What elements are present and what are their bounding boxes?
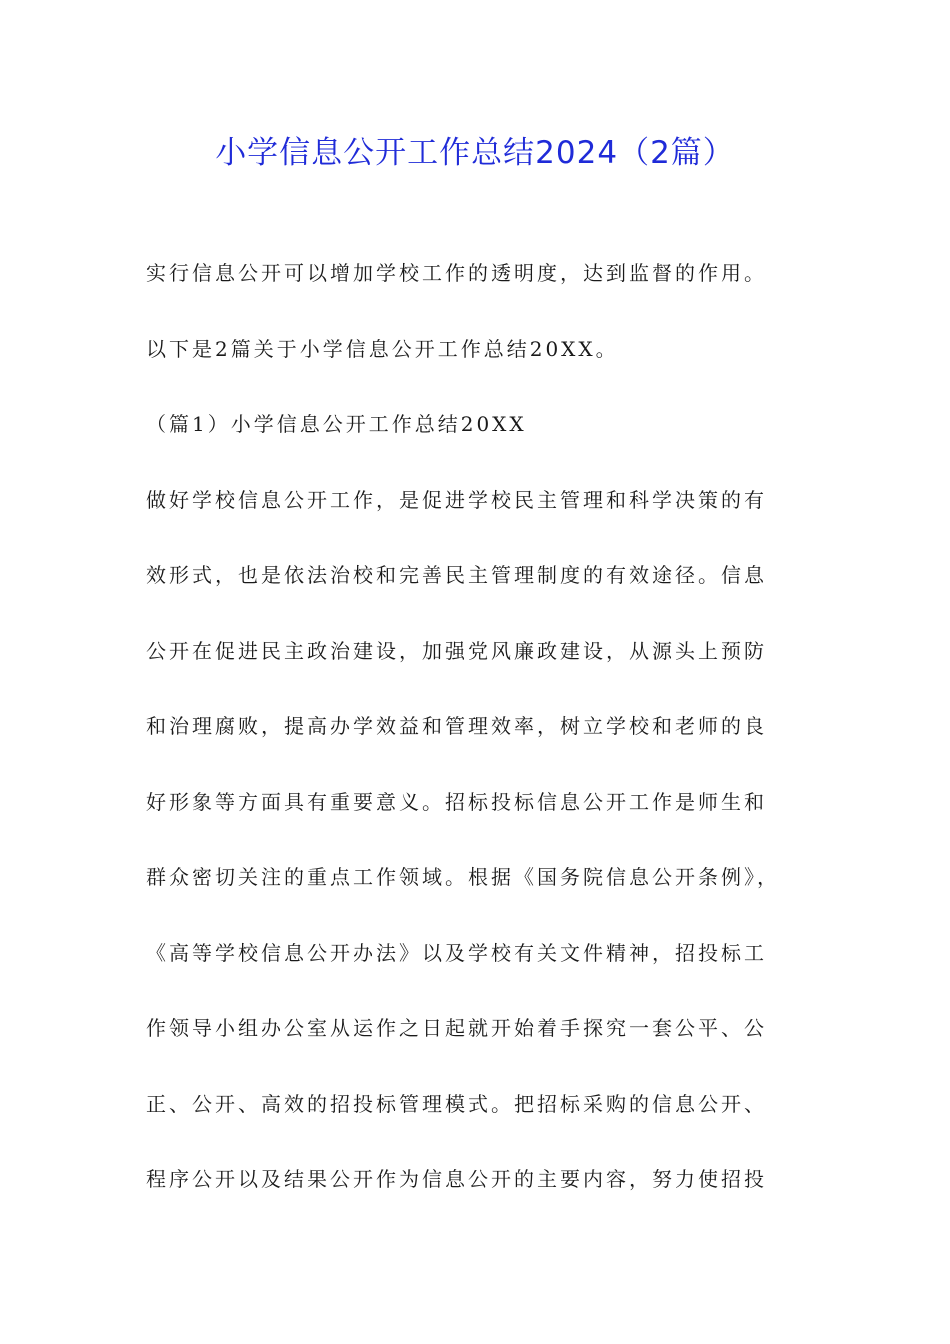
body-line: 和治理腐败，提高办学效益和管理效率，树立学校和老师的良	[146, 714, 767, 738]
body-line: 《高等学校信息公开办法》以及学校有关文件精神，招投标工	[146, 940, 767, 965]
body-line: 群众密切关注的重点工作领域。根据《国务院信息公开条例》，	[146, 865, 780, 889]
body-line: 做好学校信息公开工作，是促进学校民主管理和科学决策的有	[146, 487, 767, 512]
intro-line-2: 以下是2篇关于小学信息公开工作总结20XX。	[146, 336, 619, 361]
body-line: 程序公开以及结果公开作为信息公开的主要内容，努力使招投	[146, 1167, 767, 1191]
body-line: 好形象等方面具有重要意义。招标投标信息公开工作是师生和	[146, 789, 767, 814]
body-line: 作领导小组办公室从运作之日起就开始着手探究一套公平、公	[146, 1016, 767, 1040]
section-heading: （篇1）小学信息公开工作总结20XX	[146, 412, 527, 436]
document-title: 小学信息公开工作总结2024（2篇）	[215, 135, 735, 171]
body-line: 效形式，也是依法治校和完善民主管理制度的有效途径。信息	[146, 563, 767, 587]
document-body	[146, 236, 806, 1218]
intro-line-1: 实行信息公开可以增加学校工作的透明度，达到监督的作用。	[146, 261, 767, 285]
body-line: 正、公开、高效的招投标管理模式。把招标采购的信息公开、	[146, 1091, 767, 1116]
body-line: 公开在促进民主政治建设，加强党风廉政建设，从源头上预防	[146, 638, 767, 663]
